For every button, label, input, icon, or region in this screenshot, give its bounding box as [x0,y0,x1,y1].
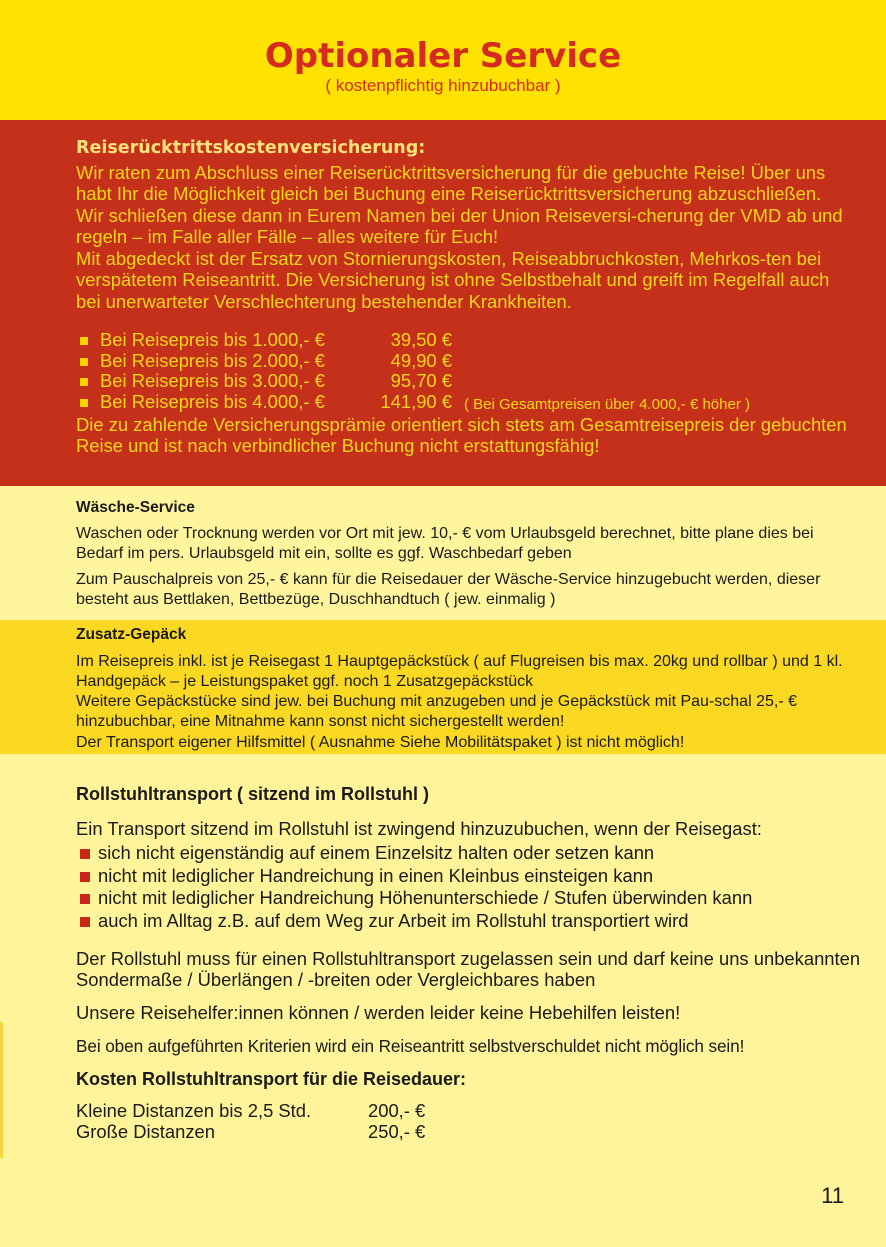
luggage-aids-paragraph: Der Transport eigener Hilfsmittel ( Ausnahme Siehe Mobilitätspaket ) ist nicht möglich! [76,734,685,751]
wheelchair-criteria-list [76,842,752,932]
page-header [0,0,886,120]
bullet-icon [80,849,90,859]
insurance-heading: Reiserücktrittskostenversicherung: [76,138,426,158]
insurance-paragraph: Wir raten zum Abschluss einer Reiserücktrittsversicherung für die gebuchte Reise! Über uns habt Ihr die Möglichkeit gleich bei Buchung eine Reiserücktrittsversicherung abzuschließen. Wir schließen diese dann in Eurem Namen bei der Union Reiseversi-cherung der VMD ab und regeln – im Falle aller Fälle – alles weitere für Euch! [76,162,843,247]
insurance-premium-paragraph: Die zu zahlende Versicherungsprämie orientiert sich stets am Gesamtreisepreis der gebuchten Reise und ist nach verbindlicher Buchung nicht erstattungsfähig! [76,414,847,457]
cost-label: Große Distanzen [76,1121,216,1142]
price-label: Bei Reisepreis bis 1.000,- € [100,329,325,350]
luggage-extra-paragraph: Weitere Gepäckstücke sind jew. bei Buchung mit anzugeben und je Gepäckstück mit Pau-schal 25,- € hinzubuchbar, eine Mitnahme kann sonst nicht sichergestellt werden! [76,693,797,730]
price-label: Bei Reisepreis bis 2.000,- € [100,349,325,371]
list-item: nicht mit lediglicher Handreichung Höhenunterschiede / Stufen überwinden kann [76,887,752,910]
price-amount: 49,90 € [390,349,452,371]
insurance-coverage-paragraph: Mit abgedeckt ist der Ersatz von Stornierungskosten, Reiseabbruchkosten, Mehrkos-ten bei verspätetem Reiseantritt. Die Versicherung ist ohne Selbstbehalt und greift im Regelfall auch bei unerwarteter Verschlechterung bestehender Krankheiten. [76,248,830,312]
luggage-section [0,620,886,754]
price-amount: 141,90 € [380,390,452,412]
wheelchair-intro: Ein Transport sitzend im Rollstuhl ist zwingend hinzuzubuchen, wenn der Reisegast: [76,818,762,839]
laundry-flatrate-paragraph: Zum Pauschalpreis von 25,- € kann für die Reisedauer der Wäsche-Service hinzugebucht werden, dieser besteht aus Bettlaken, Bettbezüge, Duschhandtuch ( jew. einmalig ) [76,571,821,608]
wheelchair-section [0,754,886,1247]
price-amount: 39,50 € [390,329,452,350]
page-subtitle: ( kostenpflichtig hinzubuchbar ) [325,76,561,95]
wheelchair-approval-paragraph: Der Rollstuhl muss für einen Rollstuhltransport zugelassen sein und darf keine uns unbekannten Sondermaße / Überlängen / -breiten oder Vergleichbares haben [76,948,861,990]
list-item: sich nicht eigenständig auf einem Einzelsitz halten oder setzen kann [76,842,752,865]
bullet-icon [80,872,90,882]
cost-value: 250,- € [368,1121,426,1142]
bullet-icon [80,894,90,904]
bullet-icon [80,337,88,345]
price-label: Bei Reisepreis bis 4.000,- € [100,390,325,412]
luggage-paragraph: Im Reisepreis inkl. ist je Reisegast 1 Hauptgepäckstück ( auf Flugreisen bis max. 20kg und rollbar ) und 1 kl. Handgepäck – je Leistungspaket ggf. noch 1 Zusatzgepäckstück [76,653,843,690]
list-item: nicht mit lediglicher Handreichung in einen Kleinbus einsteigen kann [76,865,752,888]
wheelchair-helpers-paragraph: Unsere Reisehelfer:innen können / werden leider keine Hebehilfen leisten! [76,1002,681,1023]
page-title: Optionaler Service [264,36,622,76]
price-amount: 95,70 € [390,370,452,391]
cost-label: Kleine Distanzen bis 2,5 Std. [76,1100,312,1121]
cost-row [76,1100,426,1122]
wheelchair-heading: Rollstuhltransport ( sitzend im Rollstuhl ) [76,784,429,804]
list-item: auch im Alltag z.B. auf dem Weg zur Arbeit im Rollstuhl transportiert wird [76,910,752,933]
insurance-section [0,120,886,486]
cost-value: 200,- € [368,1100,426,1121]
price-note: ( Bei Gesamtpreisen über 4.000,- € höher ) [464,395,750,413]
margin-mark [0,1022,3,1158]
bullet-icon [80,378,88,386]
bullet-icon [80,399,88,407]
luggage-heading: Zusatz-Gepäck [76,626,187,643]
bullet-icon [80,358,88,366]
laundry-heading: Wäsche-Service [76,499,195,516]
price-label: Bei Reisepreis bis 3.000,- € [100,370,325,391]
bullet-icon [80,917,90,927]
page-number: 11 [821,1183,844,1208]
laundry-paragraph: Waschen oder Trocknung werden vor Ort mit jew. 10,- € vom Urlaubsgeld berechnet, bitte plane dies bei Bedarf im pers. Urlaubsgeld mit ein, sollte es ggf. Waschbedarf geben [76,525,814,562]
wheelchair-cost-heading: Kosten Rollstuhltransport für die Reisedauer: [76,1069,467,1089]
cost-row [76,1121,426,1143]
laundry-section [0,486,886,620]
wheelchair-criteria-note: Bei oben aufgeführten Kriterien wird ein Reiseantritt selbstverschuldet nicht möglich sein! [76,1036,745,1056]
